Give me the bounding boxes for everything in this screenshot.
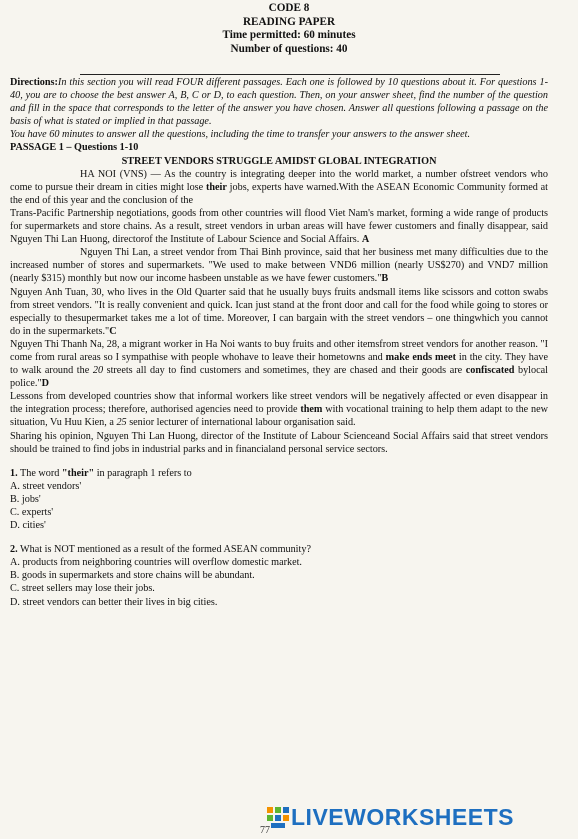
time-permitted: Time permitted: 60 minutes <box>222 29 356 41</box>
question-2 <box>10 543 548 608</box>
question-1 <box>10 467 548 532</box>
question-2-option-b[interactable]: B. goods in supermarkets and store chains will be abundant. <box>10 570 255 582</box>
page-number: 77 <box>260 825 270 836</box>
directions-text: In this section you will read FOUR different passages. Each one is followed by 10 questions about it. For questions 1-40, you are to choose the best answer A, B, C or D, to each question. Then, on your answer sheet, find the number of the question and fill in the space that corresponds to the letter of the answer you have chosen. Answer all questions following a passage on the basis of what is stated or implied in that passage. <box>10 77 548 128</box>
paragraph-2: Nguyen Thi Lan, a street vendor from Thai Binh province, said that her business met many difficulties due to the increased number of stores and supermarkets. "We used to make between VND6 million (nearly US$270) and VND7 million (nearly $315) monthly but now our income hasbeen unstable as we have fewer customers."B <box>10 247 548 285</box>
header-divider <box>80 74 500 75</box>
question-1-option-c[interactable]: C. experts' <box>10 507 54 518</box>
position-marker-d: D <box>41 378 49 390</box>
exam-header <box>0 0 578 56</box>
paragraph-1-cont: Trans-Pacific Partnership negotiations, goods from other countries will flood Viet Nam's market, forming a wide range of products for supermarkets and store chains. As a result, street vendors in urban areas will have fewer customers and finally disappear, said Nguyen Thi Lan Huong, directorof the Institute of Labour Science and Social Affairs. A <box>10 207 548 246</box>
paper-title: READING PAPER <box>242 15 336 28</box>
directions-label: Directions: <box>10 77 58 88</box>
question-2-option-a[interactable]: A. products from neighboring countries will overflow domestic market. <box>10 557 302 569</box>
directions <box>10 76 548 128</box>
question-1-keyword: "their" <box>61 467 95 479</box>
position-marker-a: A <box>361 234 370 246</box>
keyword-their: their <box>205 181 227 193</box>
number-twenty: 20 <box>92 365 104 377</box>
question-count: Number of questions: 40 <box>230 42 348 55</box>
position-marker-c: C <box>109 325 117 337</box>
question-2-option-d[interactable]: D. street vendors can better their lives in big cities. <box>10 596 218 608</box>
paragraph-4: Nguyen Thi Thanh Na, 28, a migrant worker in Ha Noi wants to buy fruits and other itemsfrom street vendors for another reason. "I come from rural areas so I sympathise with people whohave to leave their hometowns and make ends meet in the city. They have to walk around the 20 streets all day to find customers and sometimes, they are chased and their goods are confiscated bylocal police."D <box>10 338 548 390</box>
time-note: You have 60 minutes to answer all the questions, including the time to transfer your answers to the answer sheet. <box>10 129 471 141</box>
question-1-option-b[interactable]: B. jobs' <box>10 493 41 505</box>
passage-title: STREET VENDORS STRUGGLE AMIDST GLOBAL INTEGRATION <box>121 155 437 167</box>
paragraph-3: Nguyen Anh Tuan, 30, who lives in the Old Quarter said that he usually buys fruits andsmall items like scissors and cotton swabs from street vendors. "It is really convenient and quick. Ican just stand at the front door and call for the food while going to stores or especially to thesupermarket takes me a lot of time. Moreover, I can bargain with the street vendors – one thingwhich you cannot do in the supermarkets."C <box>10 286 548 337</box>
keyword-confiscated: confiscated <box>465 365 515 377</box>
keyword-make-ends-meet: make ends meet <box>385 351 456 363</box>
reading-content <box>10 76 548 609</box>
question-2-option-c[interactable]: C. street sellers may lose their jobs. <box>10 583 155 595</box>
paragraph-1: HA NOI (VNS) — As the country is integrating deeper into the world market, a number ofstreet vendors who come to pursue their dream in cities might lose their jobs, experts have warned.With the ASEAN Economic Community formed at the end of this year and the conclusion of the <box>10 168 549 206</box>
passage-heading: PASSAGE 1 – Questions 1-10 <box>10 142 139 154</box>
paragraph-6: Sharing his opinion, Nguyen Thi Lan Huong, director of the Institute of Labour Scienceand Social Affairs said that street vendors should be trained to find jobs in industrial parks and in financialand personal service sectors. <box>10 430 548 455</box>
question-2-stem: 2. What is NOT mentioned as a result of the formed ASEAN community? <box>10 544 311 556</box>
question-1-option-a[interactable]: A. street vendors' <box>10 480 82 492</box>
paragraph-5: Lessons from developed countries show that informal workers like street vendors will be negatively affected or even disappear in the integration process; therefore, authorised agencies need to provide them with vocational training to help them adapt to the new situation, Vu Huu Kien, a 25 senior lecturer of international labour organisation said. <box>10 391 548 429</box>
position-marker-b: B <box>381 273 389 285</box>
liveworksheets-logo[interactable] <box>256 800 578 836</box>
number-twentyfive: 25 <box>116 417 127 429</box>
liveworksheets-logo-text: LIVEWORKSHEETS <box>291 804 514 830</box>
keyword-them: them <box>300 404 323 416</box>
question-1-option-d[interactable]: D. cities' <box>10 520 46 532</box>
question-1-stem: 1. The word "their" in paragraph 1 refers to <box>10 467 192 479</box>
exam-code: CODE 8 <box>268 2 310 14</box>
